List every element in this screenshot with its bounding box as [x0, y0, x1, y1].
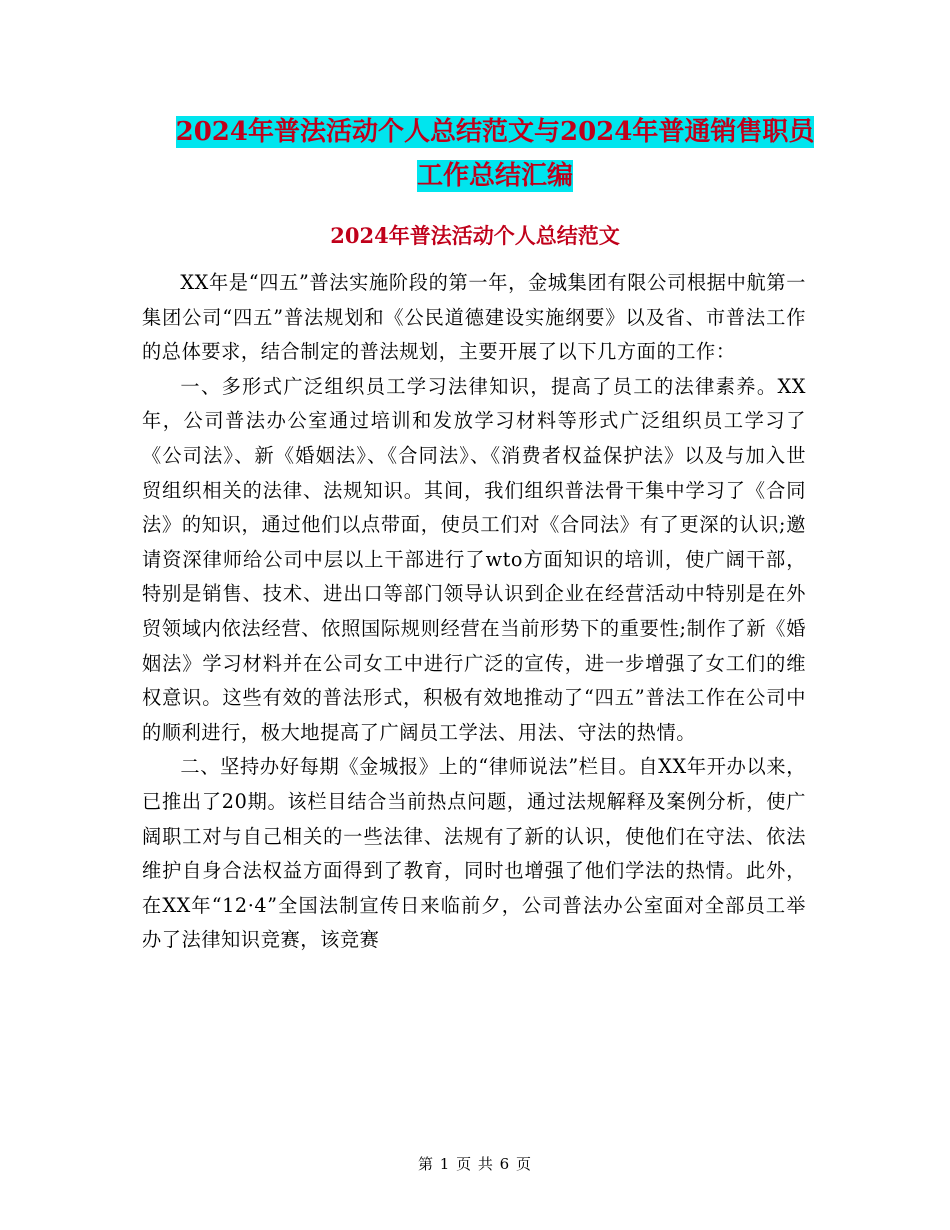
- paragraph-two: 二、坚持办好每期《金城报》上的“律师说法”栏目。自XX年开办以来，已推出了20期。该栏目结合当前热点问题，通过法规解释及案例分析，使广阔职工对与自己相关的一些法律、法规有了新的认识，使他们在守法、依法维护自身合法权益方面得到了教育，同时也增强了他们学法的热情。此外，在XX年“12·4”全国法制宣传日来临前夕，公司普法办公室面对全部员工举办了法律知识竞赛，该竞赛: [142, 755, 806, 952]
- paragraph-intro: XX年是“四五”普法实施阶段的第一年，金城集团有限公司根据中航第一集团公司“四五”普法规划和《公民道德建设实施纲要》以及省、市普法工作的总体要求，结合制定的普法规划，主要开展了以下几方面的工作：: [142, 271, 806, 364]
- paragraph-one: 一、多形式广泛组织员工学习法律知识，提高了员工的法律素养。XX年，公司普法办公室通过培训和发放学习材料等形式广泛组织员工学习了《公司法》、新《婚姻法》、《合同法》、《消费者权益保护法》以及与加入世贸组织相关的法律、法规知识。其间，我们组织普法骨干集中学习了《合同法》的知识，通过他们以点带面，使员工们对《合同法》有了更深的认识;邀请资深律师给公司中层以上干部进行了wto方面知识的培训，使广阔干部，特别是销售、技术、进出口等部门领导认识到企业在经营活动中特别是在外贸领域内依法经营、依照国际规则经营在当前形势下的重要性;制作了新《婚姻法》学习材料并在公司女工中进行广泛的宣传，进一步增强了女工们的维权意识。这些有效的普法形式，积极有效地推动了“四五”普法工作在公司中的顺利进行，极大地提高了广阔员工学法、用法、守法的热情。: [142, 374, 806, 744]
- document-title: [100, 110, 890, 198]
- document-title-line2: 工作总结汇编: [416, 161, 573, 191]
- document-title-line1: 2024年普法活动个人总结范文与2024年普通销售职员: [175, 117, 815, 147]
- body-text: [142, 266, 806, 958]
- section-title: 2024年普法活动个人总结范文: [330, 223, 620, 248]
- page-footer: 第 1 页 共 6 页: [418, 1155, 532, 1173]
